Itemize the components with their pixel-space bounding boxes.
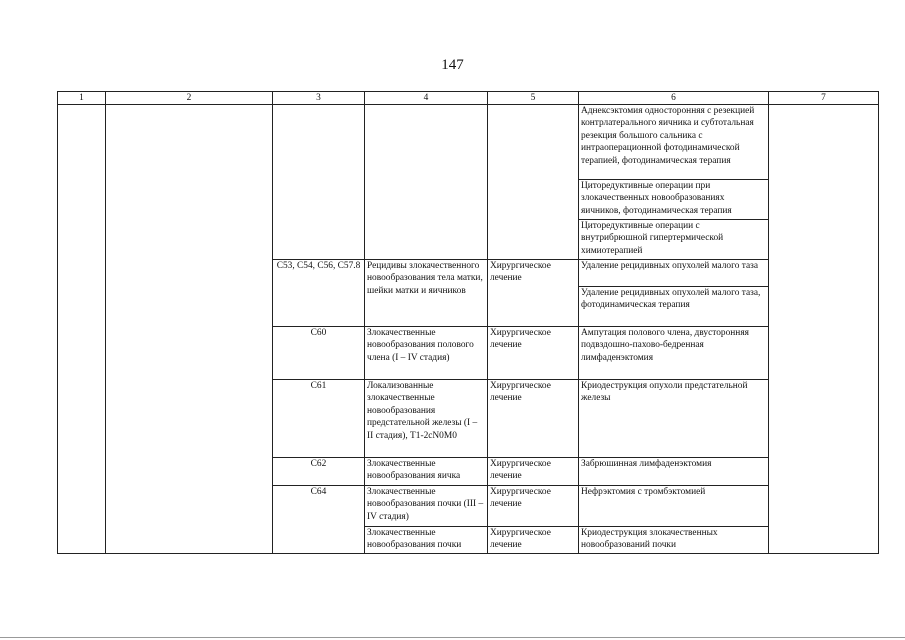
method-cell: Нефрэктомия с тромбэктомией xyxy=(579,486,769,527)
treatment-cell: Хирургическое лечение xyxy=(488,327,579,380)
code-cell: C62 xyxy=(273,458,365,486)
treatment-cell: Хирургическое лечение xyxy=(488,260,579,327)
method-cell: Забрюшинная лимфаденэктомия xyxy=(579,458,769,486)
scan-edge-line xyxy=(0,637,905,638)
column-header: 2 xyxy=(106,92,273,105)
norm-cell xyxy=(769,105,879,554)
disease-cell: Злокачественные новообразования полового члена (I – IV стадия) xyxy=(365,327,488,380)
column-header: 7 xyxy=(769,92,879,105)
column-header: 4 xyxy=(365,92,488,105)
method-cell: Аднексэктомия односторонняя с резекцией контрлатерального яичника и субтотальная резекция большого сальника с интраоперационной фотодинамической терапией, фотодинамическая терапия xyxy=(579,105,769,180)
method-cell: Удаление рецидивных опухолей малого таза, фотодинамическая терапия xyxy=(579,287,769,327)
procedures-table xyxy=(57,91,879,554)
treatment-cell: Хирургическое лечение xyxy=(488,527,579,554)
column-header: 3 xyxy=(273,92,365,105)
page-number: 147 xyxy=(441,57,464,73)
treatment-cell: Хирургическое лечение xyxy=(488,380,579,458)
header-row xyxy=(58,92,879,105)
code-cell: C60 xyxy=(273,327,365,380)
method-cell: Удаление рецидивных опухолей малого таза xyxy=(579,260,769,287)
column-header: 5 xyxy=(488,92,579,105)
treatment-cell xyxy=(488,105,579,260)
group-cell xyxy=(106,105,273,554)
disease-cell: Злокачественные новообразования яичка xyxy=(365,458,488,486)
column-header: 1 xyxy=(58,92,106,105)
method-cell: Криодеструкция злокачественных новообразований почки xyxy=(579,527,769,554)
code-cell: C61 xyxy=(273,380,365,458)
disease-cell: Рецидивы злокачественного новообразования тела матки, шейки матки и яичников xyxy=(365,260,488,327)
method-cell: Циторедуктивные операции при злокачественных новообразованиях яичников, фотодинамическая терапия xyxy=(579,180,769,220)
treatment-cell: Хирургическое лечение xyxy=(488,486,579,527)
disease-cell xyxy=(365,105,488,260)
code-cell: C64 xyxy=(273,486,365,554)
disease-cell: Злокачественные новообразования почки (III – IV стадия) xyxy=(365,486,488,527)
method-cell: Ампутация полового члена, двусторонняя подвздошно-пахово-бедренная лимфаденэктомия xyxy=(579,327,769,380)
code-cell: C53, C54, C56, C57.8 xyxy=(273,260,365,327)
column-header: 6 xyxy=(579,92,769,105)
table-row xyxy=(58,105,879,180)
number-cell xyxy=(58,105,106,554)
disease-cell: Локализованные злокачественные новообразования предстательной железы (I – II стадия), T1-2cN0M0 xyxy=(365,380,488,458)
method-cell: Криодеструкция опухоли предстательной железы xyxy=(579,380,769,458)
treatment-cell: Хирургическое лечение xyxy=(488,458,579,486)
method-cell: Циторедуктивные операции с внутрибрюшной гипертермической химиотерапией xyxy=(579,220,769,260)
code-cell xyxy=(273,105,365,260)
disease-cell: Злокачественные новообразования почки xyxy=(365,527,488,554)
